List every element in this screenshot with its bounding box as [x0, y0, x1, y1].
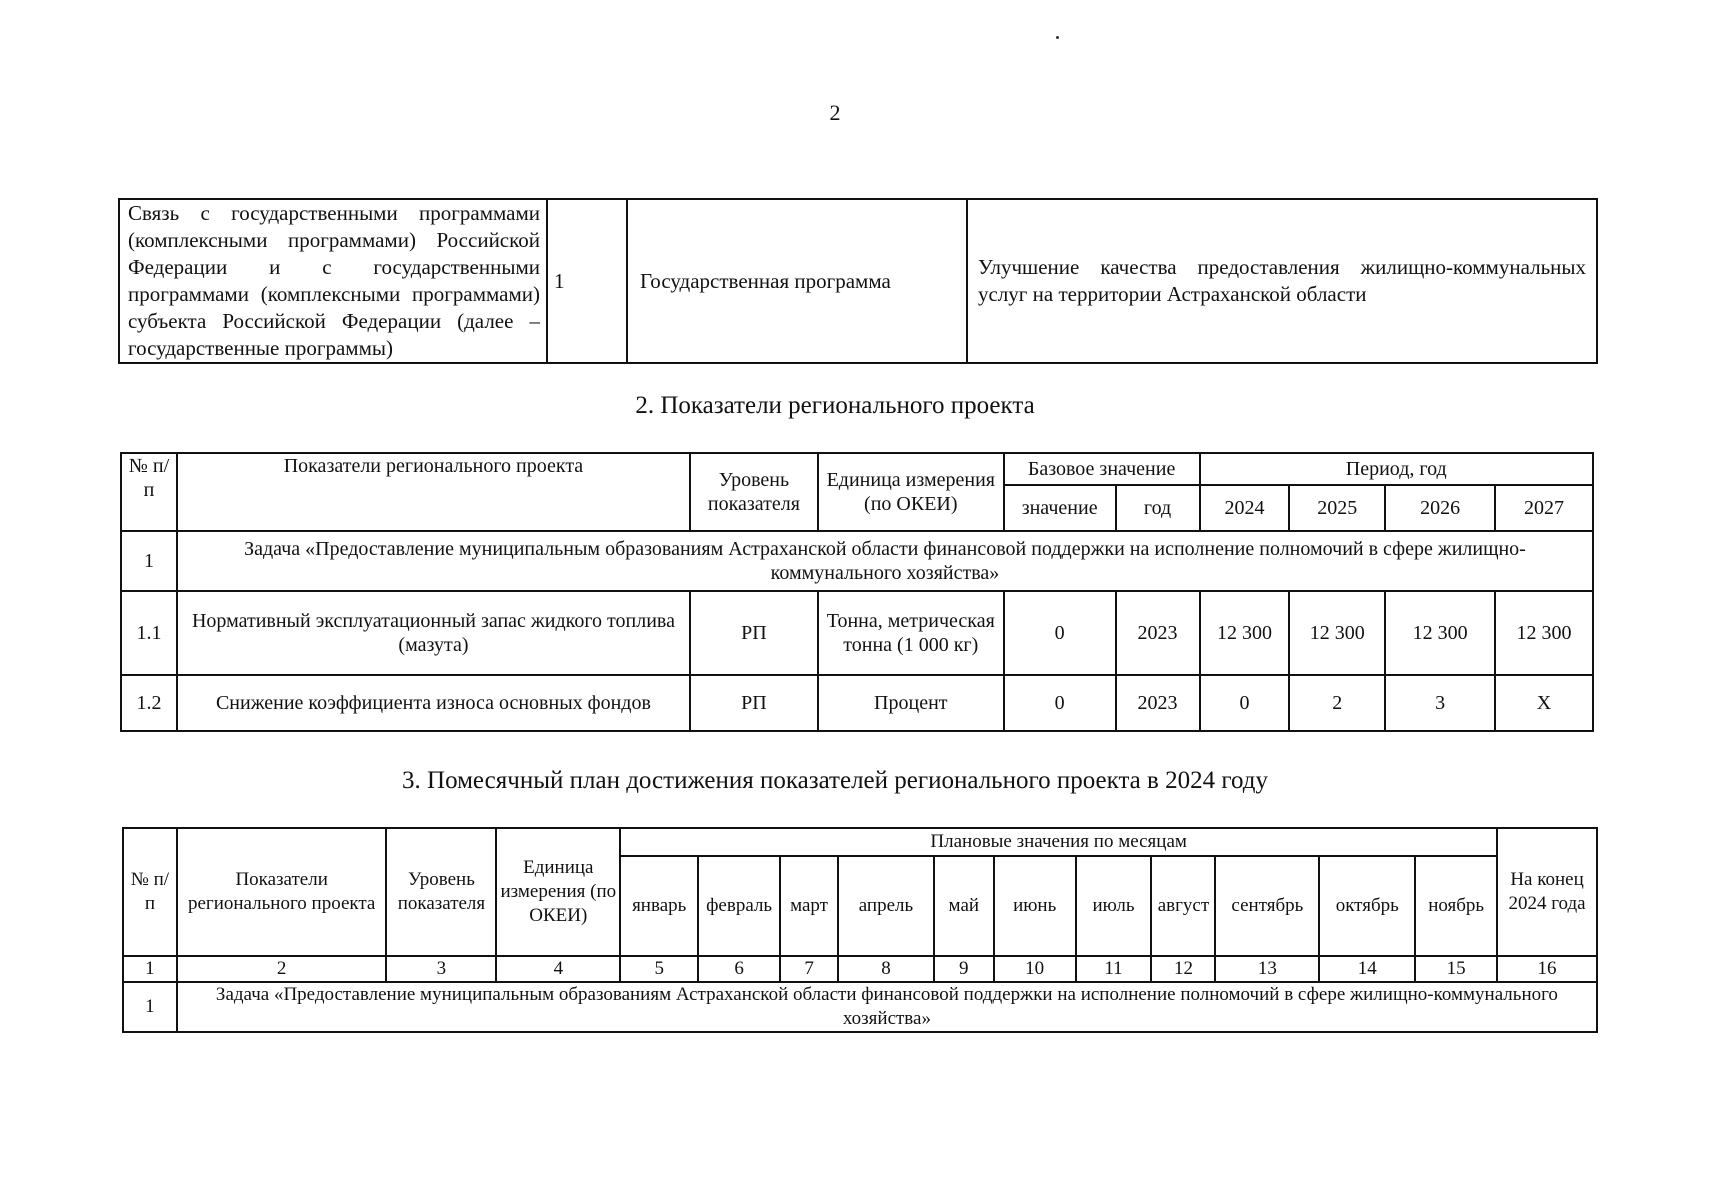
- monthly-plan-table: [122, 827, 1598, 1033]
- header-indicator: Показатели регионального проекта: [177, 453, 690, 531]
- program-link-table: [118, 198, 1598, 364]
- row-level: РП: [690, 675, 818, 731]
- row-unit: Тонна, метрическая тонна (1 000 кг): [818, 591, 1004, 675]
- row-num: 1.1: [121, 591, 177, 675]
- row-value-2026: 12 300: [1385, 591, 1495, 675]
- row-value-2024: 12 300: [1200, 591, 1290, 675]
- column-numbers-row: [123, 956, 1597, 982]
- task-num: 1: [121, 531, 177, 591]
- column-number: 16: [1497, 956, 1597, 982]
- program-link-label: Связь с государственными программами (комплексными программами) Российской Федерации и с государственными программами (комплексными программами) субъекта Российской Федерации (далее – государственные программы): [119, 199, 547, 363]
- row-base-year: 2023: [1116, 591, 1200, 675]
- table-row: [121, 675, 1593, 731]
- month-sep: сентябрь: [1215, 856, 1319, 956]
- column-number: 8: [838, 956, 934, 982]
- month-oct: октябрь: [1319, 856, 1415, 956]
- column-number: 14: [1319, 956, 1415, 982]
- header-level: Уровень показателя: [386, 828, 496, 956]
- section3-title: 3. Помесячный план достижения показателей регионального проекта в 2024 году: [402, 767, 1268, 794]
- table-row: [121, 591, 1593, 675]
- indicators-table: [120, 452, 1594, 732]
- column-number: 6: [698, 956, 780, 982]
- row-base-value: 0: [1004, 675, 1116, 731]
- month-feb: февраль: [698, 856, 780, 956]
- month-aug: август: [1151, 856, 1215, 956]
- column-number: 9: [934, 956, 994, 982]
- header-row-1: [123, 828, 1597, 856]
- task-num: 1: [123, 982, 177, 1032]
- column-number: 7: [780, 956, 838, 982]
- header-base-year: год: [1116, 485, 1200, 531]
- row-level: РП: [690, 591, 818, 675]
- column-number: 13: [1215, 956, 1319, 982]
- column-number: 3: [386, 956, 496, 982]
- month-apr: апрель: [838, 856, 934, 956]
- header-level: Уровень показателя: [690, 453, 818, 531]
- column-number: 15: [1415, 956, 1497, 982]
- row-unit: Процент: [818, 675, 1004, 731]
- header-end: На конец 2024 года: [1497, 828, 1597, 956]
- row-name: Нормативный эксплуатационный запас жидкого топлива (мазута): [177, 591, 690, 675]
- month-jun: июнь: [994, 856, 1076, 956]
- header-num: № п/п: [123, 828, 177, 956]
- row-base-year: 2023: [1116, 675, 1200, 731]
- program-link-number: 1: [547, 199, 627, 363]
- header-unit: Единица измерения (по ОКЕИ): [496, 828, 620, 956]
- row-base-value: 0: [1004, 591, 1116, 675]
- month-mar: март: [780, 856, 838, 956]
- task-text: Задача «Предоставление муниципальным образованиям Астраханской области финансовой поддержки на исполнение полномочий в сфере жилищно-коммунального хозяйства»: [177, 531, 1593, 591]
- section2-title: 2. Показатели регионального проекта: [635, 392, 1035, 419]
- month-nov: ноябрь: [1415, 856, 1497, 956]
- program-link-row: [119, 199, 1597, 363]
- month-jan: январь: [620, 856, 698, 956]
- page-number: 2: [829, 100, 841, 125]
- row-value-2025: 2: [1289, 675, 1385, 731]
- row-value-2025: 12 300: [1289, 591, 1385, 675]
- task-text: Задача «Предоставление муниципальным образованиям Астраханской области финансовой поддержки на исполнение полномочий в сфере жилищно-коммунального хозяйства»: [177, 982, 1597, 1032]
- program-name: Улучшение качества предоставления жилищно-коммунальных услуг на территории Астраханской области: [967, 199, 1597, 363]
- header-row-1: [121, 453, 1593, 485]
- task-row: [123, 982, 1597, 1032]
- header-indicator: Показатели регионального проекта: [177, 828, 387, 956]
- program-type: Государственная программа: [627, 199, 967, 363]
- header-year-2027: 2027: [1495, 485, 1593, 531]
- month-may: май: [934, 856, 994, 956]
- header-base-value: значение: [1004, 485, 1116, 531]
- header-num: № п/п: [121, 453, 177, 531]
- row-value-2027: 12 300: [1495, 591, 1593, 675]
- task-row: [121, 531, 1593, 591]
- row-num: 1.2: [121, 675, 177, 731]
- header-base: Базовое значение: [1004, 453, 1200, 485]
- scan-speck: [1056, 36, 1059, 39]
- header-year-2025: 2025: [1289, 485, 1385, 531]
- column-number: 10: [994, 956, 1076, 982]
- row-value-2024: 0: [1200, 675, 1290, 731]
- row-name: Снижение коэффициента износа основных фондов: [177, 675, 690, 731]
- row-value-2026: 3: [1385, 675, 1495, 731]
- header-year-2026: 2026: [1385, 485, 1495, 531]
- column-number: 5: [620, 956, 698, 982]
- month-jul: июль: [1076, 856, 1152, 956]
- header-period: Период, год: [1200, 453, 1594, 485]
- column-number: 1: [123, 956, 177, 982]
- column-number: 12: [1151, 956, 1215, 982]
- column-number: 11: [1076, 956, 1152, 982]
- column-number: 2: [177, 956, 387, 982]
- header-unit: Единица измерения (по ОКЕИ): [818, 453, 1004, 531]
- row-value-2027: X: [1495, 675, 1593, 731]
- header-year-2024: 2024: [1200, 485, 1290, 531]
- column-number: 4: [496, 956, 620, 982]
- header-monthly: Плановые значения по месяцам: [620, 828, 1497, 856]
